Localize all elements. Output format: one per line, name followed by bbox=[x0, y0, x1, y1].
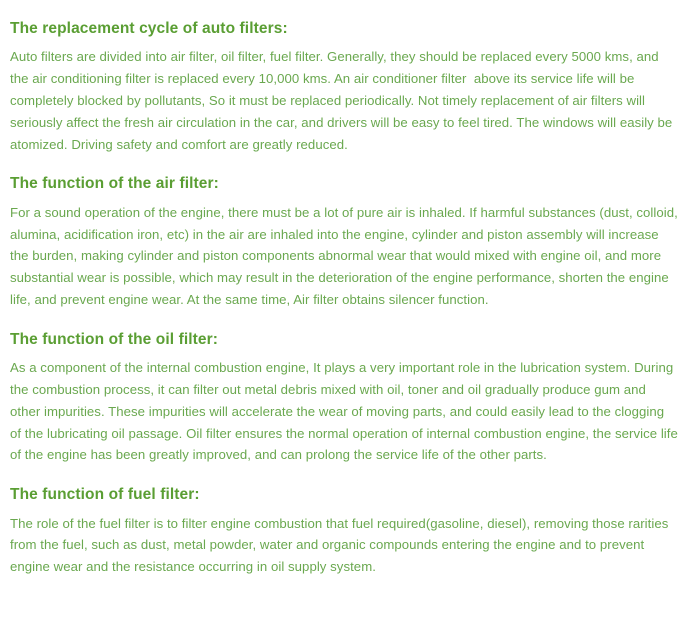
section-oil-filter bbox=[10, 329, 682, 466]
section-heading: The function of the air filter: bbox=[10, 175, 219, 193]
section-heading: The replacement cycle of auto filters: bbox=[10, 20, 288, 37]
section-fuel-filter bbox=[10, 484, 678, 578]
section-heading: The function of fuel filter: bbox=[10, 486, 200, 504]
section-body: The role of the fuel filter is to filter engine combustion that fuel required(gasoline, diesel), removing those rarities from the fuel, such as dust, metal powder, water and organic compounds entering the engine and to prevent engine wear and the resistance occurring in oil supply system. bbox=[10, 515, 673, 575]
section-body: Auto filters are divided into air filter, oil filter, fuel filter. Generally, they should be replaced every 5000 kms, and the air conditioning filter is replaced every 10,000 kms. An air conditioner filter above its service life will be completely blocked by pollutants, So it must be replaced periodically. Not timely replacement of air filters will seriously affect the fresh air circulation in the car, and drivers will be easy to feel tired. The windows will easily be atomized. Driving safety and comfort are greatly reduced. bbox=[10, 49, 677, 152]
section-body: As a component of the internal combustion engine, It plays a very important role in the lubrication system. During the combustion process, it can filter out metal debris mixed with oil, toner and oil gradually produce gum and other impurities. These impurities will accelerate the wear of moving parts, and could easily lead to the clogging of the lubricating oil passage. Oil filter ensures the normal operation of internal combustion engine, the service life of the engine has been greatly improved, and can prolong the service life of the other parts. bbox=[10, 360, 682, 463]
section-heading: The function of the oil filter: bbox=[10, 330, 219, 348]
section-body: For a sound operation of the engine, there must be a lot of pure air is inhaled. If harmful substances (dust, colloid, alumina, acidification iron, etc) in the air are inhaled into the engine, cylinder and piston assembly will increase the burden, making cylinder and piston components abnormal wear that would mixed with engine oil, and more substantial wear is possible, which may result in the deterioration of the engine performance, shorten the engine life, and prevent engine wear. At the same time, Air filter obtains silencer function. bbox=[10, 204, 682, 307]
section-air-filter bbox=[10, 173, 682, 310]
section-replacement-cycle bbox=[10, 18, 678, 155]
